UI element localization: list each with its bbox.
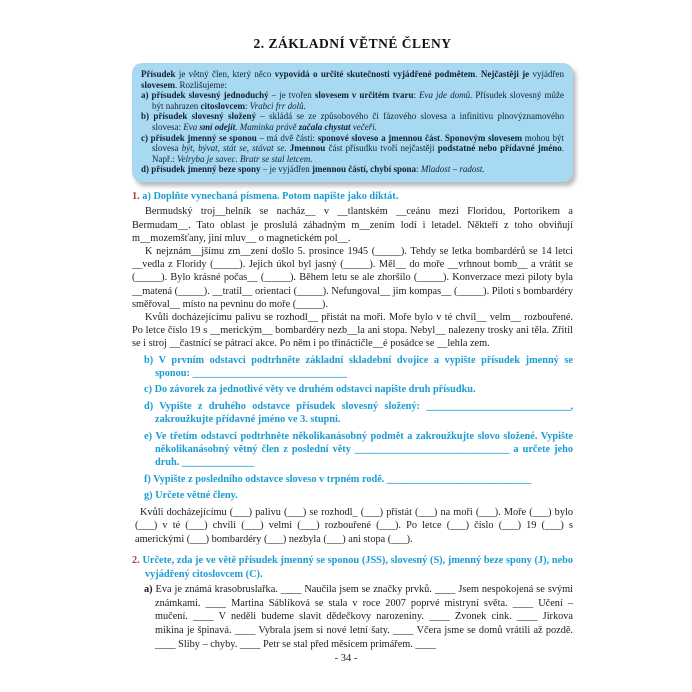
dictation-paragraph-1: Bermudský troj__helník se nacház__ v __tlantském __ceánu mezi Floridou, Portorikem a Bermudam__. Tato oblast je proslulá záhadným m__zením lodí i letadel. Někteří z toho obviňují m__mozemšťany, jiní mluv__ o magnetickém pol__. — [132, 206, 573, 244]
exercise2-item-a: a) Eva je známá krasobruslařka. ____ Naučila jsem se značky prvků. ____ Jsem nespokojená se svými známkami. ____ Martina Sáblíková se stala v roce 2007 poprvé mistryní světa. ____ Učení – mučení. ____ V neděli budeme slavit dědečkovy narozeniny. ____ Zvonek cink. ____ Jirkova mikina je špinavá. ____ Vybrala jsem si nové letní šaty. ____ Včera jsme se domů vrátili až pozdě. ____ Sliby – chyby. ____ Petr se stal před měsícem primářem. ____ — [144, 584, 573, 650]
exercise1-heading: 1. a) Doplňte vynechaná písmena. Potom napište jako diktát. — [132, 190, 399, 202]
definition-box — [132, 63, 573, 182]
exercise1-task-c: c) Do závorek za jednotlivé věty ve druhém odstavci napište druh přísudku. — [144, 384, 476, 396]
dictation-paragraph-2: K nejznám__jšímu zm__zení došlo 5. prosince 1945 (_____). Tehdy se letka bombardérů se 14 letci __vedla z Floridy (_____). Jejich úkol byl jasný (_____). Měl__ do moře __vrhnout bomb__ a vrátit se (_____). Bylo krásné počas__ (_____). Během letu se ale zhoršilo (_____). Konverzace mezi piloty byla __matená (_____). __tratil__ orientaci (_____). Nefungoval__ jim kompas__ (_____). Piloti s bombardéry směřoval__ místo na pevninu do moře (_____). — [132, 245, 573, 310]
definition-item-d: d) přísudek jmenný beze spony – je vyjádřen jmennou částí, chybí spona: Mladost – radost. — [141, 164, 485, 175]
page-title: 2. ZÁKLADNÍ VĚTNÉ ČLENY — [253, 36, 452, 51]
definition-item-a: a) přísudek slovesný jednoduchý – je tvořen slovesem v určitém tvaru: Eva jde domů. Přísudek slovesný může být nahrazen citoslovcem: Vrabci frr dolů. — [141, 90, 564, 111]
exercise2-heading: 2. Určete, zda je ve větě přísudek jmenný se sponou (JSS), slovesný (S), jmenný beze spony (J), nebo vyjádřený citoslovcem (C). — [132, 555, 573, 580]
definition-item-c: c) přísudek jmenný se sponou – má dvě části: sponové sloveso a jmennou část. Sponovým slovesem mohou být slovesa být, bývat, stát se, stávat se. Jmennou část přísudku tvoří nejčastěji podstatné nebo přídavné jméno. Např.: Velryba je savec. Bratr se stal letcem. — [141, 132, 565, 164]
page-content-column — [132, 0, 573, 651]
page-number: - 34 - — [334, 653, 358, 664]
exercise-2 — [132, 554, 573, 651]
exercise1-task-f: f) Vypište z posledního odstavce sloveso v trpném rodě. ____________________________ — [144, 473, 532, 485]
exercise1-task-e: e) Ve třetím odstavci podtrhněte několikanásobný podmět a zakroužkujte slovo složené. Vypište několikanásobný větný člen z poslední věty ______________________________ a určete jeho druh. ______________ — [144, 430, 573, 469]
exercise1-task-d: d) Vypište z druhého odstavce přísudek slovesný složený: ____________________________, zakroužkujte přídavné jméno ve 3. stupni. — [144, 400, 573, 426]
exercise1-task-g: g) Určete větné členy. — [144, 490, 238, 502]
definition-item-b: b) přísudek slovesný složený – skládá se ze způsobového či fázového slovesa a infinitivu plnovýznamového slovesa: Eva smí odejít. Maminka právě začala chystat večeři. — [141, 111, 564, 132]
definition-intro: Přísudek je větný člen, který něco vypovídá o určité skutečnosti vyjádřené podmětem. Nejčastěji je vyjádřen slovesem. Rozlišujeme: — [141, 69, 564, 90]
exercise1-task-b: b) V prvním odstavci podtrhněte základní skladební dvojice a vypište přísudek jmenný se sponou: ______________________________ — [144, 354, 573, 379]
exercise-1 — [132, 190, 573, 546]
dictation-paragraph-3: Kvůli docházejícímu palivu se rozhodl__ přistát na moři. Moře bylo v té chvíl__ velm__ rozbouřené. Po letce číslo 19 s __merickým__ bombardéry nezb__la ani stopa. Nebyl__ nalezeny trosky ani těla. Zřítil se i stroj __častnící se pátrací akce. Po něm i po třináctičle__é posádce se __lehla zem. — [132, 311, 573, 350]
exercise1-task-g-sentences: Kvůli docházejícímu (___) palivu (___) se rozhodl_ (___) přistát (___) na moři (___). Moře (___) bylo (___) v té (___) chvíli (___) velmi (___) rozbouřené (___). Po letce (___) číslo (___) 19 (___) s americkými (___) bombardéry (___) nezbyla (___) ani stopa (___). — [135, 506, 573, 545]
